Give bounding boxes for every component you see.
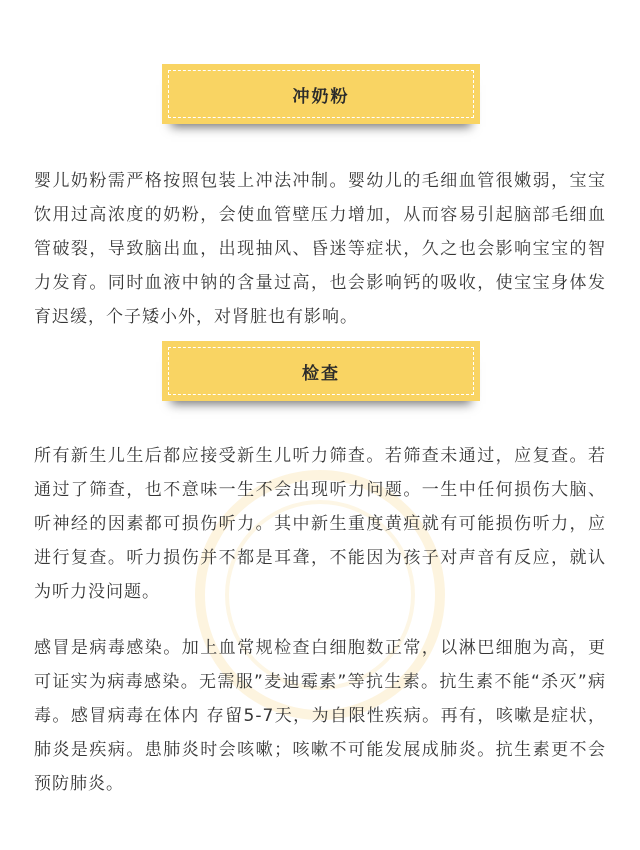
paragraph-hearing-screening: 所有新生儿生后都应接受新生儿听力筛查。若筛查未通过，应复查。若通过了筛查，也不意味一生不会出现听力问题。一生中任何损伤大脑、听神经的因素都可损伤听力。其中新生重度黄疸就有可能损伤听力，应进行复查。听力损伤并不都是耳聋，不能因为孩子对声音有反应，就认为听力没问题。 <box>34 446 606 602</box>
section-heading-milk-powder <box>162 64 480 124</box>
heading-label: 检查 <box>168 347 474 395</box>
heading-label: 冲奶粉 <box>168 70 474 118</box>
paragraph-milk-powder: 婴儿奶粉需严格按照包装上冲法冲制。婴幼儿的毛细血管很嫩弱，宝宝饮用过高浓度的奶粉，会使血管壁压力增加，从而容易引起脑部毛细血管破裂，导致脑出血，出现抽风、昏迷等症状，久之也会影响宝宝的智力发育。同时血液中钠的含量过高，也会影响钙的吸收，使宝宝身体发育迟缓，个子矮小外，对肾脏也有影响。 <box>34 171 606 327</box>
paragraph-cold-virus: 感冒是病毒感染。加上血常规检查白细胞数正常，以淋巴细胞为高，更可证实为病毒感染。无需服”麦迪霉素”等抗生素。抗生素不能“杀灭”病毒。感冒病毒在体内 存留5-7天，为自限性疾病。再有，咳嗽是症状，肺炎是疾病。患肺炎时会咳嗽；咳嗽不可能发展成肺炎。抗生素更不会预防肺炎。 <box>34 638 606 794</box>
section-heading-checkup <box>162 341 480 401</box>
